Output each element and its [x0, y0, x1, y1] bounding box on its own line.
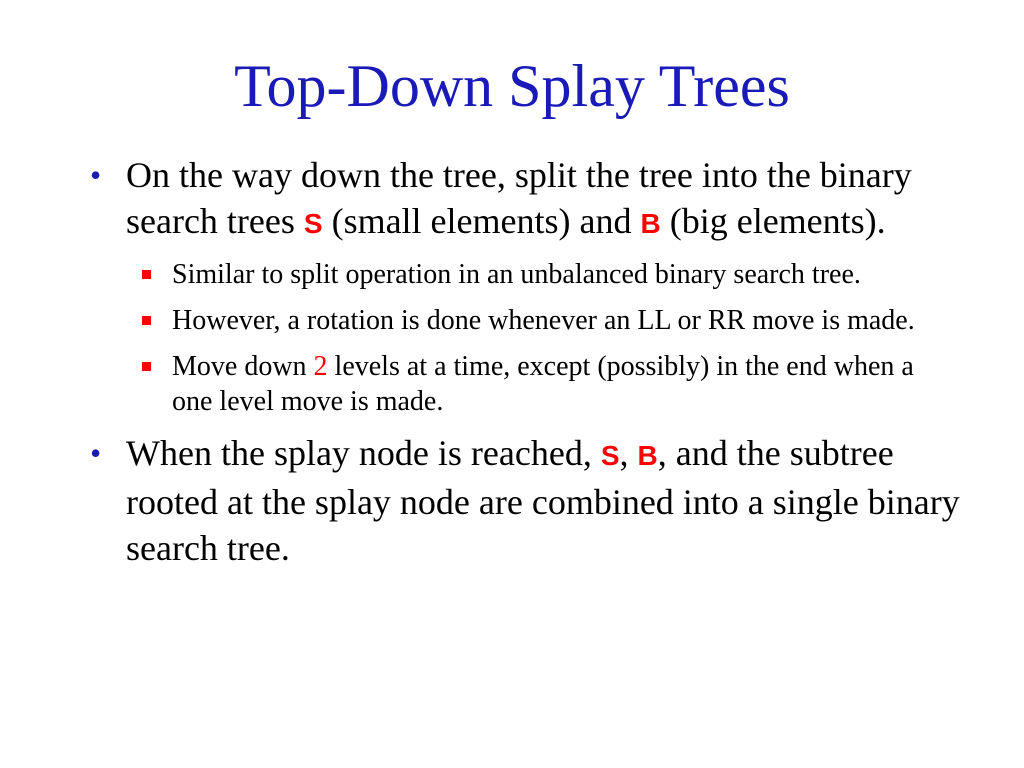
square-bullet-icon: [142, 270, 151, 279]
sub-bullet-item: [80, 257, 960, 292]
square-bullet-icon: [142, 316, 151, 325]
bullet-text-part: When the splay node is reached,: [126, 433, 601, 473]
bullet-text-part: ,: [619, 433, 638, 473]
set-b-label: B: [640, 208, 661, 239]
sub-bullet-text-part: levels at a time, except (possibly) in the end when a one level move is made.: [172, 351, 914, 417]
sub-bullet-text: Similar to split operation in an unbalanced binary search tree.: [172, 259, 861, 290]
sub-bullet-text: [172, 351, 914, 417]
set-b-label: B: [637, 440, 658, 471]
bullet-item: [80, 430, 960, 571]
bullet-dot-icon: •: [90, 157, 102, 193]
bullet-text-part: (small elements) and: [322, 201, 641, 241]
bullet-dot-icon: •: [90, 435, 102, 471]
bullet-text: [126, 155, 912, 241]
bullet-item: [80, 152, 960, 247]
set-s-label: S: [303, 208, 323, 239]
sub-bullet-item: [80, 303, 960, 338]
set-s-label: S: [600, 440, 620, 471]
bullet-text: [126, 433, 960, 568]
slide-title: Top-Down Splay Trees: [234, 53, 790, 119]
sub-bullet-text-part: Move down: [172, 351, 314, 382]
square-bullet-icon: [142, 362, 151, 371]
bullet-text-part: , and the subtree rooted at the splay node are combined into a single binary search tree.: [126, 433, 960, 568]
level-count: 2: [313, 351, 328, 382]
sub-bullet-text: However, a rotation is done whenever an LL or RR move is made.: [172, 305, 915, 336]
sub-bullet-list: [80, 257, 960, 419]
bullet-text-part: On the way down the tree, split the tree into the binary search trees: [126, 155, 912, 241]
slide-content: [80, 152, 960, 579]
bullet-text-part: (big elements).: [660, 201, 886, 241]
sub-bullet-item: [80, 349, 960, 419]
